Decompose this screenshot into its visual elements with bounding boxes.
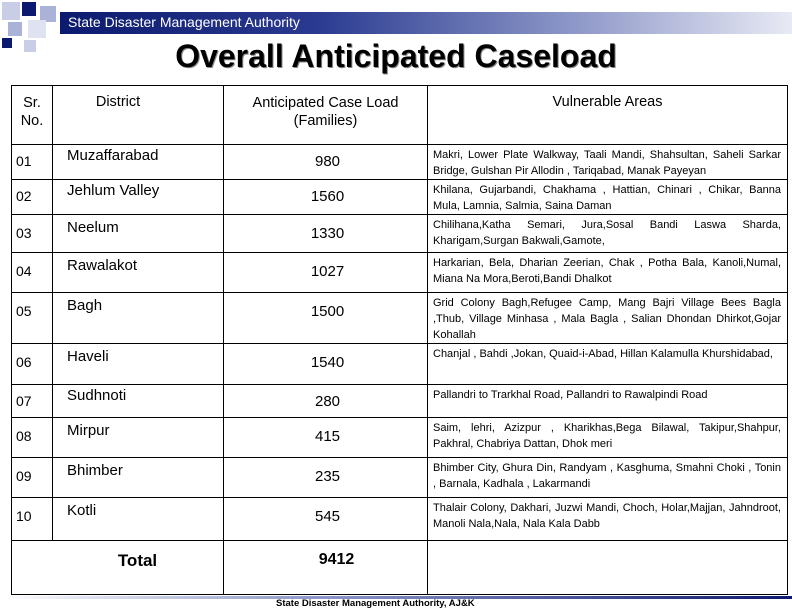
row-areas: Chilihana,Katha Semari, Jura,Sosal Bandi Laswa Sharda, Kharigam,Surgan Bakwali,Gamote, — [428, 215, 788, 253]
page-title: Overall Anticipated Caseload — [175, 38, 617, 74]
table-row — [12, 498, 788, 541]
decor-square — [2, 2, 20, 20]
row-load: 1540 — [224, 344, 428, 385]
row-load: 280 — [224, 385, 428, 418]
row-load: 980 — [224, 145, 428, 180]
row-load: 1560 — [224, 180, 428, 215]
footer-text: State Disaster Management Authority, AJ&K — [276, 598, 475, 609]
row-sr-no: 09 — [12, 458, 53, 498]
row-sr-no: 03 — [12, 215, 53, 253]
row-areas: Saim, lehri, Azizpur , Kharikhas,Bega Bilawal, Takipur,Shahpur, Pakhral, Chabriya Dattan, Dhok meri — [428, 418, 788, 458]
row-sr-no: 07 — [12, 385, 53, 418]
table-row — [12, 253, 788, 293]
row-district: Rawalakot — [53, 253, 224, 293]
row-sr-no: 04 — [12, 253, 53, 293]
row-sr-no: 02 — [12, 180, 53, 215]
table-row — [12, 418, 788, 458]
total-row — [12, 541, 788, 595]
total-empty-cell — [428, 541, 788, 595]
row-areas: Harkarian, Bela, Dharian Zeerian, Chak , Potha Bala, Kanoli,Numal, Miana Na Mora,Beroti,Bandi Dhalkot — [428, 253, 788, 293]
row-district: Haveli — [53, 344, 224, 385]
decor-square — [8, 22, 22, 36]
header-district: District — [53, 86, 224, 145]
row-areas: Bhimber City, Ghura Din, Randyam , Kasghuma, Smahni Choki , Tonin , Barnala, Kadhala , Lakarmandi — [428, 458, 788, 498]
row-areas: Pallandri to Trarkhal Road, Pallandri to Rawalpindi Road — [428, 385, 788, 418]
row-sr-no: 10 — [12, 498, 53, 541]
table-row — [12, 458, 788, 498]
decor-square — [22, 2, 36, 16]
row-sr-no: 05 — [12, 293, 53, 344]
row-district: Muzaffarabad — [53, 145, 224, 180]
row-areas: Grid Colony Bagh,Refugee Camp, Mang Bajri Village Bees Bagla ,Thub, Village Minhasa , Mala Bagla , Salian Dhondan Dhirkot,Gojar Kohallah — [428, 293, 788, 344]
row-load: 1027 — [224, 253, 428, 293]
header-anticipated-load: Anticipated Case Load (Families) — [224, 86, 428, 145]
row-areas: Khilana, Gujarbandi, Chakhama , Hattian, Chinari , Chikar, Banna Mula, Lamnia, Salmia, Saina Daman — [428, 180, 788, 215]
table-row — [12, 215, 788, 253]
row-district: Jehlum Valley — [53, 180, 224, 215]
row-district: Sudhnoti — [53, 385, 224, 418]
row-district: Bagh — [53, 293, 224, 344]
table-row — [12, 385, 788, 418]
table-row — [12, 145, 788, 180]
row-district: Mirpur — [53, 418, 224, 458]
row-load: 415 — [224, 418, 428, 458]
row-sr-no: 08 — [12, 418, 53, 458]
table-header-row — [12, 86, 788, 145]
row-areas: Thalair Colony, Dakhari, Juzwi Mandi, Choch, Holar,Majjan, Jahndroot, Manoli Nala,Nala, Nala Kala Dabb — [428, 498, 788, 541]
row-load: 1500 — [224, 293, 428, 344]
row-areas: Makri, Lower Plate Walkway, Taali Mandi, Shahsultan, Saheli Sarkar Bridge, Gulshan Pir Allodin , Tariqabad, Manak Payeyan — [428, 145, 788, 180]
table-row — [12, 293, 788, 344]
decor-square — [28, 20, 46, 38]
row-district: Kotli — [53, 498, 224, 541]
row-areas: Chanjal , Bahdi ,Jokan, Quaid-i-Abad, Hillan Kalamulla Khurshidabad, — [428, 344, 788, 385]
row-district: Bhimber — [53, 458, 224, 498]
table-row — [12, 344, 788, 385]
total-value: 9412 — [224, 541, 428, 595]
row-district: Neelum — [53, 215, 224, 253]
row-load: 235 — [224, 458, 428, 498]
header-org-name: State Disaster Management Authority — [68, 14, 300, 30]
caseload-table — [11, 85, 788, 595]
header-sr-no: Sr. No. — [12, 86, 53, 145]
table-row — [12, 180, 788, 215]
row-sr-no: 06 — [12, 344, 53, 385]
row-sr-no: 01 — [12, 145, 53, 180]
row-load: 1330 — [224, 215, 428, 253]
total-label: Total — [12, 541, 224, 595]
row-load: 545 — [224, 498, 428, 541]
header-vulnerable-areas: Vulnerable Areas — [428, 86, 788, 145]
